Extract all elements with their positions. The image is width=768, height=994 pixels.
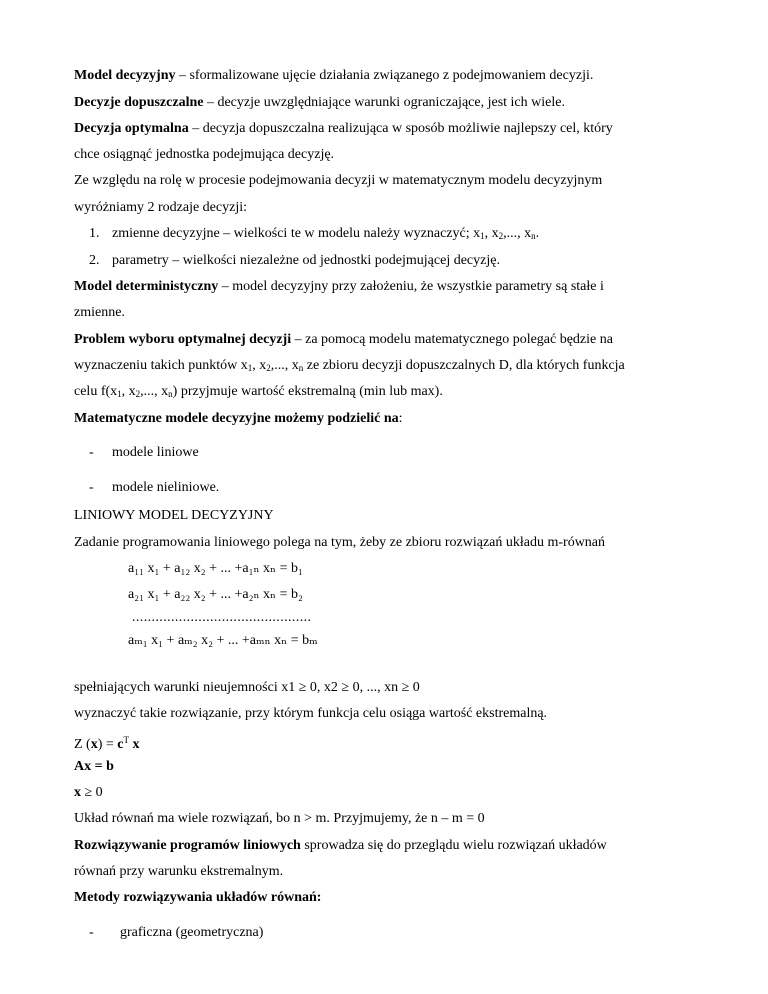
text: ≥ 0 (81, 785, 103, 800)
list-item: parametry – wielkości niezależne od jednostki podejmującej decyzję. (112, 253, 500, 268)
paragraph-continuation: zmienne. (74, 305, 125, 320)
formula-constraint: Ax = b (74, 759, 114, 774)
definition-text: – decyzje uwzględniające warunki ograniczające, jest ich wiele. (203, 95, 565, 110)
subscript: 2 (498, 231, 504, 241)
term: Matematyczne modele decyzyjne możemy podzielić na (74, 411, 399, 426)
vector: c (117, 737, 124, 752)
subscript: n (298, 363, 304, 373)
paragraph-line: spełniających warunki nieujemności x1 ≥ 0, x2 ≥ 0, ..., xn ≥ 0 (74, 680, 420, 695)
list-item: modele liniowe (112, 445, 199, 460)
list-item-text: . (535, 226, 540, 241)
text: wyznaczeniu takich punktów x (74, 358, 248, 373)
equation-2: a₂₁ x₁ + a₂₂ x₂ + ... +a₂ₙ xₙ = b₂ (128, 587, 303, 602)
equation-m: aₘ₁ x₁ + aₘ₂ x₂ + ... +aₘₙ xₙ = bₘ (128, 633, 318, 648)
formula-objective (74, 731, 140, 754)
subscript: n (168, 389, 173, 399)
list-number: 2. (89, 253, 100, 268)
vector: x (90, 737, 98, 752)
list-dash: - (89, 480, 94, 495)
paragraph-decyzja-optymalna (74, 120, 613, 138)
vector: x (74, 785, 81, 800)
paragraph-problem-wyboru (74, 331, 613, 349)
subscript: 1 (247, 363, 253, 373)
paragraph-line: Układ równań ma wiele rozwiązań, bo n > m. Przyjmujemy, że n – m = 0 (74, 811, 485, 826)
term: Decyzja optymalna (74, 121, 189, 136)
paragraph-line: wyróżniamy 2 rodzaje decyzji: (74, 200, 247, 215)
section-title: LINIOWY MODEL DECYZYJNY (74, 508, 274, 523)
list-item: graficzna (geometryczna) (120, 925, 264, 940)
text: ) przyjmuje wartość ekstremalną (min lub max). (172, 384, 443, 399)
text: ze zbioru decyzji dopuszczalnych D, dla których funkcja (303, 358, 625, 373)
paragraph-line (74, 357, 625, 377)
definition-text: : (398, 411, 403, 426)
text: ,..., x (140, 384, 169, 399)
text: , x (121, 384, 136, 399)
paragraph-line (74, 383, 443, 403)
paragraph-continuation: chce osiągnąć jednostka podejmująca decyzję. (74, 147, 335, 162)
list-item-text: zmienne decyzyjne – wielkości te w modelu należy wyznaczyć; x (112, 226, 481, 241)
term: Problem wyboru optymalnej decyzji (74, 332, 292, 347)
text: ) = (97, 737, 118, 752)
superscript: T (123, 735, 129, 745)
subscript: 1 (480, 231, 485, 241)
definition-text: – decyzja dopuszczalna realizująca w sposób możliwie najlepszy cel, który (188, 121, 613, 136)
text: , x (252, 358, 267, 373)
list-number: 1. (89, 226, 100, 241)
text: celu f(x (74, 384, 118, 399)
equation-1: a₁₁ x₁ + a₁₂ x₂ + ... +a₁ₙ xₙ = b₁ (128, 561, 303, 576)
term: Rozwiązywanie programów liniowych (74, 838, 301, 853)
list-dash: - (89, 445, 94, 460)
list-item: modele nieliniowe. (112, 480, 220, 495)
paragraph-modele-podzial (74, 410, 403, 428)
formula-nonnegativity (74, 784, 103, 802)
list-item (112, 225, 539, 245)
definition-text: – model decyzyjny przy założeniu, że wszystkie parametry są stałe i (218, 279, 604, 294)
paragraph-line: wyznaczyć takie rozwiązanie, przy którym funkcja celu osiąga wartość ekstremalną. (74, 706, 548, 721)
definition-text: – za pomocą modelu matematycznego polegać będzie na (291, 332, 613, 347)
definition-text: – sformalizowane ujęcie działania związanego z podejmowaniem decyzji. (175, 68, 594, 83)
equation-dots: .............................................. (132, 610, 312, 625)
text: Z ( (74, 737, 91, 752)
list-item-text: ,..., x (503, 226, 532, 241)
term: Model deterministyczny (74, 279, 219, 294)
list-dash: - (89, 925, 94, 940)
paragraph-rozwiazywanie (74, 837, 607, 855)
subscript: 2 (266, 363, 271, 373)
definition-text: sprowadza się do przeglądu wielu rozwiązań układów (300, 838, 607, 853)
paragraph-heading: Metody rozwiązywania układów równań: (74, 890, 322, 905)
subscript: n (531, 231, 536, 241)
paragraph-decyzje-dopuszczalne (74, 94, 565, 112)
paragraph-continuation: równań przy warunku ekstremalnym. (74, 864, 284, 879)
paragraph-line: Zadanie programowania liniowego polega na tym, żeby ze zbioru rozwiązań układu m-równań (74, 535, 606, 550)
term: Decyzje dopuszczalne (74, 95, 204, 110)
subscript: 2 (135, 389, 141, 399)
subscript: 1 (117, 389, 122, 399)
term: Model decyzyjny (74, 68, 176, 83)
vector: x (129, 737, 140, 752)
paragraph-model-deterministyczny (74, 278, 604, 296)
paragraph-line: Ze względu na rolę w procesie podejmowania decyzji w matematycznym modelu decyzyjnym (74, 173, 603, 188)
text: ,..., x (270, 358, 299, 373)
list-item-text: , x (484, 226, 499, 241)
paragraph-model-decyzyjny (74, 67, 593, 85)
